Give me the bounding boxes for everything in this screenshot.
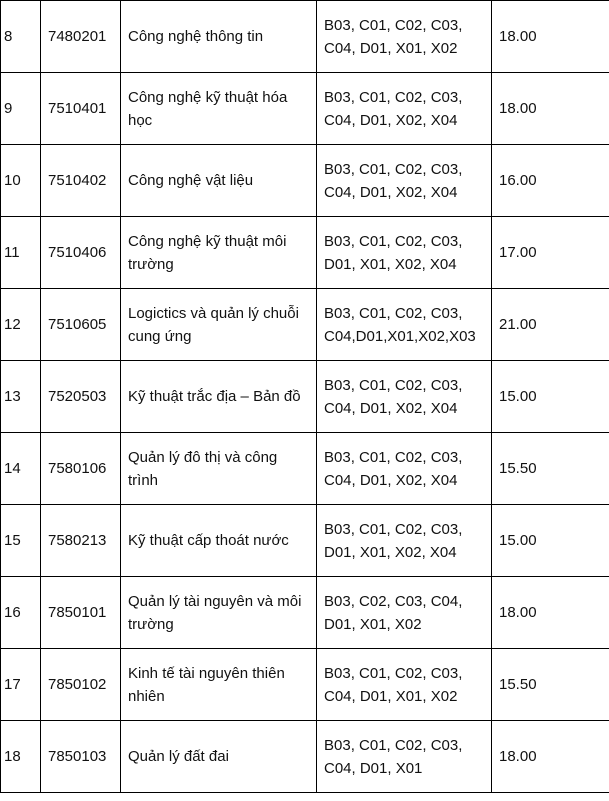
subject-combo-line: B03, C01, C02, C03, xyxy=(324,736,463,754)
major-code-cell: 7510402 xyxy=(41,145,121,217)
subject-combo-line: B03, C01, C02, C03, xyxy=(324,448,463,466)
major-name-line: Công nghệ kỹ thuật hóa xyxy=(128,88,288,106)
table-row xyxy=(1,577,609,649)
score-cell: 18.00 xyxy=(492,73,609,145)
major-name-line: cung ứng xyxy=(128,327,192,345)
major-name-cell xyxy=(121,505,317,577)
row-number-cell: 14 xyxy=(1,433,41,505)
score-cell: 21.00 xyxy=(492,289,609,361)
score-cell: 15.00 xyxy=(492,361,609,433)
subject-combo-cell xyxy=(317,361,492,433)
subject-combo-line: C04, D01, X01, X02 xyxy=(324,39,458,57)
subject-combo-line: C04,D01,X01,X02,X03 xyxy=(324,327,476,345)
major-name-line: trình xyxy=(128,471,159,489)
major-name-cell xyxy=(121,361,317,433)
subject-combo-cell xyxy=(317,73,492,145)
subject-combo-line: B03, C02, C03, C04, xyxy=(324,592,463,610)
table-row xyxy=(1,145,609,217)
major-name-cell xyxy=(121,649,317,721)
table-row xyxy=(1,433,609,505)
table-body xyxy=(1,1,609,793)
score-cell: 16.00 xyxy=(492,145,609,217)
row-number-cell: 10 xyxy=(1,145,41,217)
row-number-cell: 11 xyxy=(1,217,41,289)
subject-combo-line: B03, C01, C02, C03, xyxy=(324,376,463,394)
score-cell: 18.00 xyxy=(492,721,609,793)
row-number-cell: 13 xyxy=(1,361,41,433)
major-name-line: Quản lý tài nguyên và môi xyxy=(128,592,302,610)
subject-combo-line: B03, C01, C02, C03, xyxy=(324,16,463,34)
subject-combo-line: B03, C01, C02, C03, xyxy=(324,664,463,682)
major-name-cell xyxy=(121,433,317,505)
subject-combo-line: D01, X01, X02 xyxy=(324,615,422,633)
major-name-line: Kỹ thuật trắc địa – Bản đồ xyxy=(128,388,301,405)
subject-combo-line: C04, D01, X02, X04 xyxy=(324,183,458,201)
major-name-line: Quản lý đất đai xyxy=(128,748,229,765)
row-number-cell: 12 xyxy=(1,289,41,361)
major-code-cell: 7510401 xyxy=(41,73,121,145)
table-row xyxy=(1,505,609,577)
major-name-cell xyxy=(121,217,317,289)
major-code-cell: 7510406 xyxy=(41,217,121,289)
major-code-cell: 7850101 xyxy=(41,577,121,649)
major-name-line: Kỹ thuật cấp thoát nước xyxy=(128,532,289,549)
subject-combo-cell xyxy=(317,649,492,721)
major-code-cell: 7580106 xyxy=(41,433,121,505)
score-cell: 15.50 xyxy=(492,433,609,505)
major-name-line: học xyxy=(128,111,153,129)
table-row xyxy=(1,217,609,289)
major-name-line: Logictics và quản lý chuỗi xyxy=(128,304,299,322)
table-row xyxy=(1,649,609,721)
score-cell: 18.00 xyxy=(492,1,609,73)
subject-combo-cell xyxy=(317,577,492,649)
major-name-cell xyxy=(121,577,317,649)
row-number-cell: 15 xyxy=(1,505,41,577)
major-name-cell xyxy=(121,145,317,217)
score-cell: 18.00 xyxy=(492,577,609,649)
row-number-cell: 16 xyxy=(1,577,41,649)
major-name-line: Công nghệ thông tin xyxy=(128,28,264,45)
score-cell: 17.00 xyxy=(492,217,609,289)
row-number-cell: 17 xyxy=(1,649,41,721)
subject-combo-cell xyxy=(317,289,492,361)
row-number-cell: 9 xyxy=(1,73,41,145)
major-name-cell xyxy=(121,73,317,145)
table-row xyxy=(1,73,609,145)
major-name-line: Công nghệ kỹ thuật môi xyxy=(128,232,287,250)
major-name-line: trường xyxy=(128,615,174,633)
table-row xyxy=(1,1,609,73)
table-row xyxy=(1,361,609,433)
subject-combo-line: C04, D01, X02, X04 xyxy=(324,111,458,129)
subject-combo-line: B03, C01, C02, C03, xyxy=(324,160,463,178)
major-code-cell: 7510605 xyxy=(41,289,121,361)
subject-combo-line: B03, C01, C02, C03, xyxy=(324,232,463,250)
major-name-cell xyxy=(121,721,317,793)
subject-combo-cell xyxy=(317,433,492,505)
major-code-cell: 7520503 xyxy=(41,361,121,433)
subject-combo-cell xyxy=(317,1,492,73)
major-code-cell: 7850103 xyxy=(41,721,121,793)
subject-combo-line: C04, D01, X02, X04 xyxy=(324,399,458,417)
major-name-cell xyxy=(121,1,317,73)
major-code-cell: 7580213 xyxy=(41,505,121,577)
table-row xyxy=(1,289,609,361)
subject-combo-line: C04, D01, X01, X02 xyxy=(324,687,458,705)
subject-combo-line: B03, C01, C02, C03, xyxy=(324,304,463,322)
score-cell: 15.00 xyxy=(492,505,609,577)
score-cell: 15.50 xyxy=(492,649,609,721)
subject-combo-cell xyxy=(317,505,492,577)
major-name-cell xyxy=(121,289,317,361)
major-name-line: trường xyxy=(128,255,174,273)
subject-combo-line: C04, D01, X02, X04 xyxy=(324,471,458,489)
subject-combo-cell xyxy=(317,217,492,289)
subject-combo-line: D01, X01, X02, X04 xyxy=(324,543,457,561)
row-number-cell: 8 xyxy=(1,1,41,73)
major-name-line: Quản lý đô thị và công xyxy=(128,448,278,466)
major-code-cell: 7480201 xyxy=(41,1,121,73)
major-name-line: Kinh tế tài nguyên thiên xyxy=(128,664,285,682)
subject-combo-line: D01, X01, X02, X04 xyxy=(324,255,457,273)
table-row xyxy=(1,721,609,793)
subject-combo-line: B03, C01, C02, C03, xyxy=(324,88,463,106)
subject-combo-cell xyxy=(317,145,492,217)
row-number-cell: 18 xyxy=(1,721,41,793)
subject-combo-cell xyxy=(317,721,492,793)
subject-combo-line: B03, C01, C02, C03, xyxy=(324,520,463,538)
major-code-cell: 7850102 xyxy=(41,649,121,721)
major-name-line: Công nghệ vật liệu xyxy=(128,172,254,189)
subject-combo-line: C04, D01, X01 xyxy=(324,759,423,777)
major-name-line: nhiên xyxy=(128,687,165,705)
